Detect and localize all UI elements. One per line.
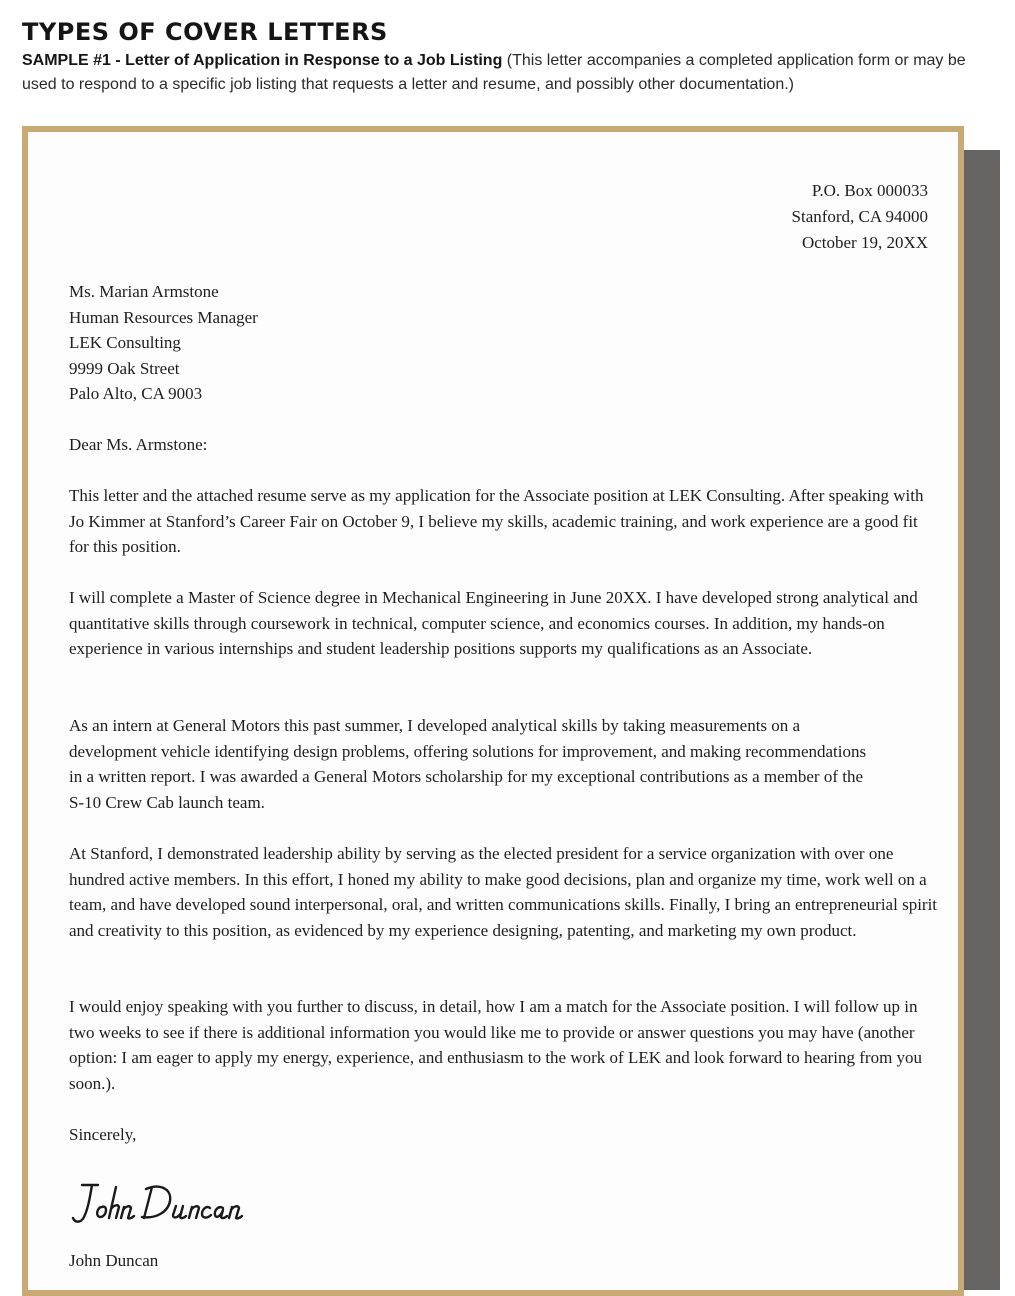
sample-description: (This letter accompanies a completed application form or may be used to respond to a specific job listing that requests a letter and resume, and possibly other documentation.) <box>22 52 966 93</box>
letter-date: October 19, 20XX <box>801 233 928 252</box>
page-title: TYPES OF COVER LETTERS <box>22 18 388 46</box>
recipient-street: 9999 Oak Street <box>69 358 180 378</box>
recipient-city: Palo Alto, CA 9003 <box>69 384 203 403</box>
recipient-address <box>69 279 258 407</box>
body-paragraph-2: I will complete a Master of Science degree in Mechanical Engineering in June 20XX. I have developed strong analytical and quantitative skills through coursework in technical, computer science, and economics courses. In addition, my hands-on experience in various internships and student leadership positions supports my qualifications as an Associate. <box>69 588 918 658</box>
body-paragraph-5: I would enjoy speaking with you further to discuss, in detail, how I am a match for the Associate position. I will follow up in two weeks to see if there is additional information you would like me to provide or answer questions you may have (another option: I am eager to apply my energy, experience, and enthusiasm to the work of LEK and look forward to hearing from you soon.). <box>69 997 923 1093</box>
body-paragraph-4: At Stanford, I demonstrated leadership ability by serving as the elected president for a service organization with over one hundred active members. In this effort, I honed my ability to make good decisions, plan and organize my time, work well on a team, and have developed sound interpersonal, oral, and written communications skills. Finally, I bring an entrepreneurial spirit and creativity to this position, as evidenced by my experience designing, patenting, and marketing my own product. <box>69 844 938 940</box>
body-paragraph-3: As an intern at General Motors this past summer, I developed analytical skills by taking measurements on a development vehicle identifying design problems, offering solutions for improvement, and making recommendations in a written report. I was awarded a General Motors scholarship for my exceptional contributions as a member of the S-10 Crew Cab launch team. <box>69 716 867 812</box>
return-address-line1: P.O. Box 000033 <box>811 181 928 200</box>
salutation: Dear Ms. Armstone: <box>69 435 208 454</box>
recipient-name: Ms. Marian Armstone <box>69 282 219 301</box>
body-paragraph-1: This letter and the attached resume serve as my application for the Associate position at LEK Consulting. After speaking with Jo Kimmer at Stanford’s Career Fair on October 9, I believe my skills, academic training, and work experience are a good fit for this position. <box>69 486 924 556</box>
return-address <box>792 178 928 256</box>
cover-letter <box>22 126 964 1296</box>
handwritten-signature <box>68 1177 258 1227</box>
sample-label: SAMPLE #1 - Letter of Application in Response to a Job Listing <box>22 52 503 69</box>
signed-name: John Duncan <box>69 1251 159 1270</box>
sample-intro <box>22 49 972 97</box>
closing: Sincerely, <box>69 1125 137 1144</box>
recipient-company: LEK Consulting <box>69 333 181 352</box>
return-address-line2: Stanford, CA 94000 <box>791 207 928 226</box>
recipient-title: Human Resources Manager <box>69 307 258 327</box>
